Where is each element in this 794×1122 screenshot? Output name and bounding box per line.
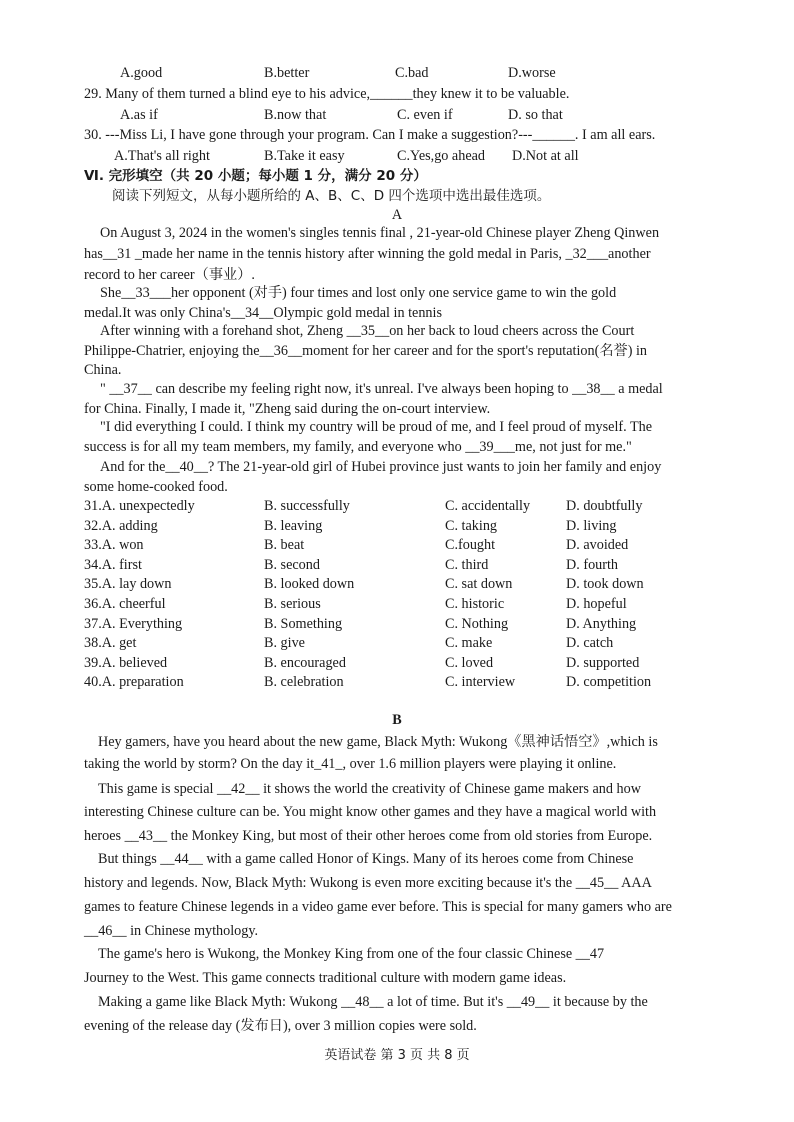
option: D.worse [508,65,556,81]
passage-a-line: Philippe-Chatrier, enjoying the__36__moment for her career and for the sport's reputation(名誉) in [84,343,648,359]
option-row [84,673,724,693]
q30-stem: 30. ---Miss Li, I have gone through your program. Can I make a suggestion?---______. I am all ears. [84,127,656,143]
passage-b-line: Making a game like Black Myth: Wukong __48__ a lot of time. But it's __49__ it because by the [98,994,648,1010]
option: C. even if [397,107,453,123]
passage-b-line: __46__ in Chinese mythology. [84,923,259,939]
option: D. supported [566,654,640,671]
option: 33.A. won [84,537,144,554]
option-row [84,575,724,595]
options-a-grid [84,497,724,693]
option: 32.A. adding [84,517,158,534]
passage-a-line: record to her career（事业）. [84,267,255,283]
passage-b-line: taking the world by storm? On the day it_41_, over 1.6 million players were playing it online. [84,756,617,772]
option: D. so that [508,107,563,123]
option: B.now that [264,107,327,123]
passage-b-line: history and legends. Now, Black Myth: Wukong is even more exciting because it's the __45__ AAA [84,875,652,891]
option: B.Take it easy [264,148,345,164]
passage-a-line: China. [84,362,122,378]
passage-a-line: " __37__ can describe my feeling right now, it's unreal. I've always been hoping to __38__ a medal [100,381,663,397]
option: C.fought [445,537,496,554]
option: 39.A. believed [84,654,168,671]
option-row [84,517,724,537]
page-footer: 英语试卷 第 3 页 共 8 页 [324,1048,470,1063]
option: D. hopeful [566,595,627,612]
option: B. give [264,635,305,652]
option: D. fourth [566,556,619,573]
option: D.Not at all [512,148,579,164]
option-row [84,497,724,517]
passage-a-line: After winning with a forehand shot, Zheng __35__on her back to loud cheers across the Court [100,323,635,339]
option: C. historic [445,595,505,612]
option: B. celebration [264,674,344,691]
option: B.better [264,65,310,81]
option: 40.A. preparation [84,674,184,691]
option: B. second [264,556,320,573]
option-row [84,556,724,576]
option: A.as if [120,107,158,123]
option: C. third [445,556,489,573]
passage-b-line: This game is special __42__ it shows the world the creativity of Chinese game makers and how [98,781,641,797]
option: 35.A. lay down [84,576,172,593]
passage-b-line: heroes __43__ the Monkey King, but most of their other heroes come from old stories from Europe. [84,828,653,844]
passage-b-line: Hey gamers, have you heard about the new game, Black Myth: Wukong《黑神话悟空》,which is [98,734,658,750]
passage-a-line: has__31 _made her name in the tennis history after winning the gold medal in Paris, _32___another [84,246,651,262]
option-row [84,615,724,635]
option: C.bad [395,65,429,81]
passage-a-line: for China. Finally, I made it, "Zheng said during the on-court interview. [84,401,491,417]
passage-b-line: But things __44__ with a game called Honor of Kings. Many of its heroes come from Chinese [98,851,634,867]
option: 36.A. cheerful [84,595,166,612]
option: B. Something [264,615,343,632]
passage-a-line: "I did everything I could. I think my country will be proud of me, and I feel proud of myself. The [100,419,653,435]
option: C. interview [445,674,516,691]
q29-stem: 29. Many of them turned a blind eye to his advice,______they knew it to be valuable. [84,86,570,102]
option: 38.A. get [84,635,137,652]
part-a-label: A [391,207,403,223]
passage-b-line: interesting Chinese culture can be. You might know other games and they have a magical world with [84,804,657,820]
section-instruction: 阅读下列短文，从每小题所给的 A、B、C、D 四个选项中选出最佳选项。 [112,188,551,204]
option: D. took down [566,576,644,593]
option: B. leaving [264,517,323,534]
passage-b-line: games to feature Chinese legends in a video game ever before. This is special for many gamers who are [84,899,672,915]
option: D. catch [566,635,614,652]
option-row [84,595,724,615]
option: B. serious [264,595,321,612]
passage-b-line: The game's hero is Wukong, the Monkey King from one of the four classic Chinese __47 [98,946,605,962]
option: D. Anything [566,615,637,632]
option: C. loved [445,654,494,671]
passage-a-line: medal.It was only China's__34__Olympic gold medal in tennis [84,305,442,321]
option: B. successfully [264,498,350,514]
passage-a-line: On August 3, 2024 in the women's singles tennis final , 21-year-old Chinese player Zheng Qinwen [100,225,660,241]
option: D. doubtfully [566,498,643,514]
option: A.That's all right [114,148,210,164]
option: B. encouraged [264,654,346,671]
passage-a-line: some home-cooked food. [84,479,228,495]
option: C. taking [445,517,498,534]
option: B. beat [264,537,305,554]
option: D. avoided [566,537,629,554]
passage-a-line: She__33___her opponent (对手) four times and lost only one service game to win the gold [100,285,617,301]
passage-b-line: Journey to the West. This game connects traditional culture with modern game ideas. [84,970,567,986]
section-heading: Ⅵ. 完形填空（共 20 小题；每小题 1 分，满分 20 分） [84,168,427,184]
option: D. living [566,517,617,534]
option: 31.A. unexpectedly [84,498,195,514]
option: D. competition [566,674,652,691]
passage-b-line: evening of the release day (发布日), over 3 million copies were sold. [84,1018,477,1034]
option-row [84,654,724,674]
option: C. Nothing [445,615,509,632]
option: A.good [120,65,163,81]
part-b-label: B [392,712,402,728]
option: 37.A. Everything [84,615,183,632]
option: C. accidentally [445,498,531,514]
option-row [84,634,724,654]
option: C.Yes,go ahead [397,148,486,164]
passage-a-line: And for the__40__? The 21-year-old girl of Hubei province just wants to join her family and enjoy [100,459,662,475]
option-row [84,536,724,556]
option: C. make [445,635,493,652]
option: 34.A. first [84,556,142,573]
option: B. looked down [264,576,355,593]
passage-a-line: success is for all my team members, my family, and everyone who __39___me, not just for me." [84,439,632,455]
option: C. sat down [445,576,513,593]
